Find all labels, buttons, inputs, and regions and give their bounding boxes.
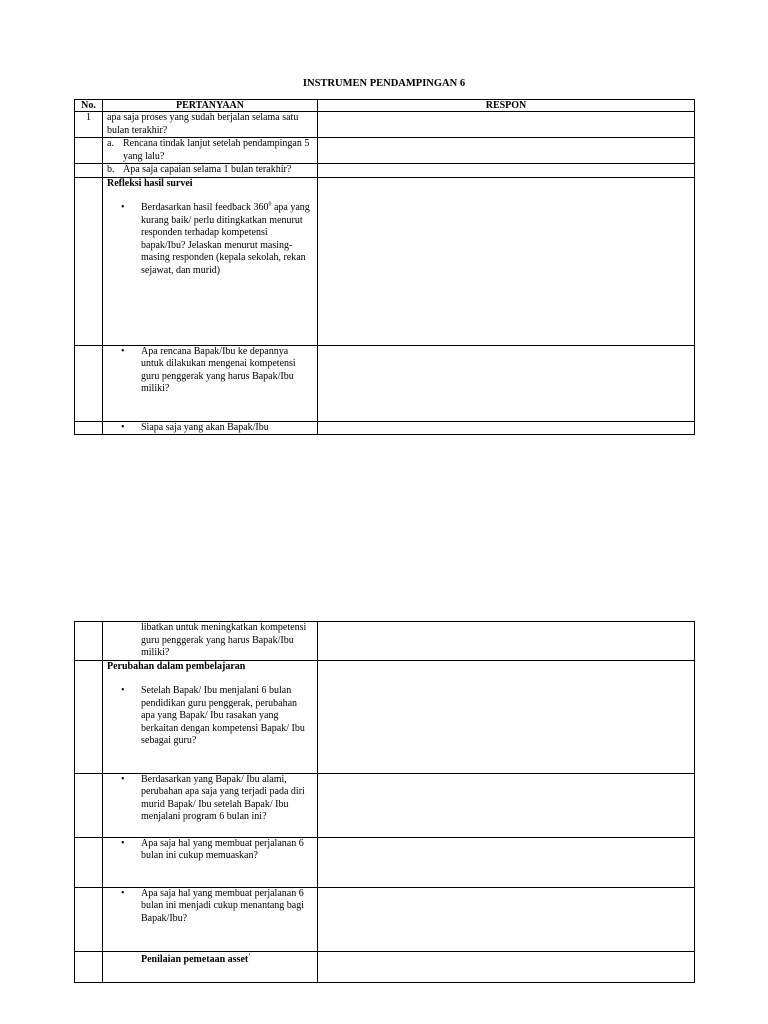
question-text: Apa saja hal yang membuat perjalanan 6 bulan ini menjadi cukup menantang bagi Bapak/Ibu? <box>141 887 305 924</box>
response-cell[interactable] <box>318 660 695 773</box>
question-text: Setelah Bapak/ Ibu menjalani 6 bulan pendidikan guru penggerak, perubahan apa yang Bapak/ Ibu rasakan yang berkaitan dengan kompetensi Bapak/ Ibu sebagai guru? <box>141 685 305 746</box>
bullet-icon: • <box>121 837 125 849</box>
question-cell <box>103 138 318 164</box>
bullet-icon: • <box>121 773 125 785</box>
question-text: Siapa saja yang akan Bapak/Ibu <box>141 421 269 433</box>
table-row <box>75 887 695 951</box>
header-response: RESPON <box>318 100 695 112</box>
bullet-icon: • <box>121 421 125 433</box>
response-cell[interactable] <box>318 138 695 164</box>
table-header-row <box>75 100 695 112</box>
question-cell <box>103 951 318 982</box>
asset-heading: Penilaian pemetaan asset’ <box>141 953 251 965</box>
row-number <box>75 177 103 345</box>
table-row <box>75 345 695 421</box>
response-cell[interactable] <box>318 164 695 178</box>
bullet-icon: • <box>121 685 125 696</box>
sub-item-text: Rencana tindak lanjut setelah pendampingan 5 yang lalu? <box>123 138 310 162</box>
response-cell[interactable] <box>318 837 695 887</box>
bullet-icon: • <box>121 887 125 899</box>
response-cell[interactable] <box>318 951 695 982</box>
response-cell[interactable] <box>318 773 695 837</box>
sub-item-label: a. <box>107 138 114 149</box>
question-cell <box>103 837 318 887</box>
row-number <box>75 345 103 421</box>
instrument-table-part-1 <box>74 99 695 435</box>
header-question: PERTANYAAN <box>103 100 318 112</box>
row-number <box>75 164 103 178</box>
response-cell[interactable] <box>318 112 695 138</box>
row-number <box>75 660 103 773</box>
response-cell[interactable] <box>318 421 695 435</box>
question-cell <box>103 345 318 421</box>
row-number <box>75 622 103 661</box>
table-row <box>75 177 695 345</box>
question-text: Apa rencana Bapak/Ibu ke depannya untuk dilakukan mengenai kompetensi guru penggerak yang harus Bapak/Ibu miliki? <box>141 345 296 394</box>
section-heading: Perubahan dalam pembelajaran <box>107 660 246 672</box>
question-text: Berdasarkan hasil feedback $360^0$ apa yang kurang baik/ perlu ditingkatkan menurut responden terhadap kompetensi bapak/Ibu? Jelaskan menurut masing-masing responden (kepala sekolah, rekan sejawat, dan murid) <box>141 201 310 276</box>
table-row <box>75 164 695 178</box>
table-row <box>75 138 695 164</box>
question-text: Apa saja hal yang membuat perjalanan 6 bulan ini cukup memuaskan? <box>141 837 304 861</box>
table-row <box>75 951 695 982</box>
question-cell <box>103 773 318 837</box>
header-no: No. <box>75 100 103 112</box>
row-number <box>75 887 103 951</box>
question-cell <box>103 660 318 773</box>
table-row <box>75 112 695 138</box>
response-cell[interactable] <box>318 345 695 421</box>
page-title: INSTRUMEN PENDAMPINGAN 6 <box>302 78 466 89</box>
response-cell[interactable] <box>318 177 695 345</box>
instrument-table-part-2 <box>74 621 695 983</box>
question-text-continued: libatkan untuk meningkatkan kompetensi guru penggerak yang harus Bapak/Ibu miliki? <box>141 622 307 658</box>
question-cell <box>103 177 318 345</box>
response-cell[interactable] <box>318 622 695 661</box>
row-number <box>75 837 103 887</box>
row-number: 1 <box>75 112 103 138</box>
row-number <box>75 138 103 164</box>
question-cell: apa saja proses yang sudah berjalan selama satu bulan terakhir? <box>103 112 318 138</box>
bullet-icon: • <box>121 202 125 213</box>
question-cell <box>103 887 318 951</box>
table-row <box>75 837 695 887</box>
row-number <box>75 951 103 982</box>
sub-item-text: Apa saja capaian selama 1 bulan terakhir? <box>123 164 292 175</box>
question-cell <box>103 164 318 178</box>
row-number <box>75 773 103 837</box>
table-row <box>75 421 695 435</box>
bullet-icon: • <box>121 345 125 357</box>
table-row <box>75 773 695 837</box>
section-heading: Refleksi hasil survei <box>107 177 193 189</box>
question-cell <box>103 421 318 435</box>
response-cell[interactable] <box>318 887 695 951</box>
question-cell <box>103 622 318 661</box>
question-text: Berdasarkan yang Bapak/ Ibu alami, perubahan apa saja yang terjadi pada diri murid Bapak/ Ibu setelah Bapak/ Ibu menjalani program 6 bulan ini? <box>141 773 305 822</box>
table-row <box>75 622 695 661</box>
row-number <box>75 421 103 435</box>
table-row <box>75 660 695 773</box>
sub-item-label: b. <box>107 164 115 175</box>
